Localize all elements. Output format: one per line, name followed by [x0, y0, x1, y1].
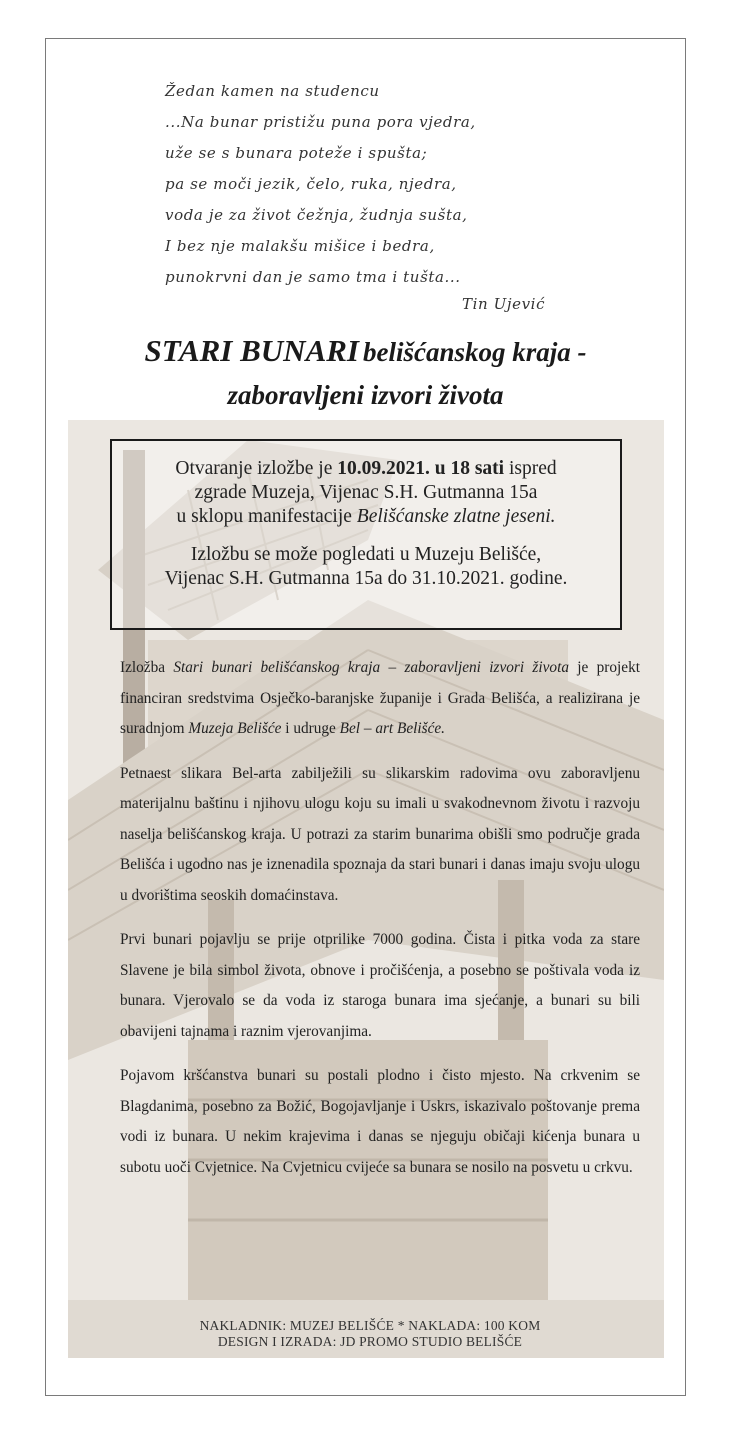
page-title	[45, 332, 686, 414]
poem-line: voda je za život čežnja, žudnja sušta,	[165, 206, 468, 224]
poem-author: Tin Ujević	[462, 295, 546, 313]
opening-info	[112, 457, 620, 529]
body-paragraph-4: Pojavom kršćanstva bunari su postali plodno i čisto mjesto. Na crkvenim se Blagdanima, posebno za Božić, Bogojavljanje i Uskrs, iskazivalo poštovanje prema vodi iz bunara. U nekim krajevima i danas se njeguju običaji kićenja bunara u subotu uoči Cvjetnice. Na Cvjetnicu cvijeće sa bunara se nosilo na posvetu u crkvu.	[120, 1067, 640, 1176]
title-main: STARI BUNARI	[144, 333, 359, 368]
poem	[165, 76, 546, 313]
viewing-line-1: Izložbu se može pogledati u Muzeju Belišće,	[190, 544, 542, 565]
viewing-line-2: Vijenac S.H. Gutmanna 15a do 31.10.2021. godine.	[164, 568, 568, 589]
design-line: DESIGN I IZRADA: JD PROMO STUDIO BELIŠĆE	[217, 1334, 523, 1349]
manifestation-text: u sklopu manifestacije	[176, 506, 357, 527]
text-span: Izložba	[120, 659, 174, 676]
text-span: i udruge	[281, 720, 340, 737]
viewing-info	[112, 543, 620, 591]
text-span: je projekt financiran sredstvima Osječko-baranjske županije i Grada Belišća, a realizirana je suradnjom	[120, 659, 640, 737]
museum-name: Muzeja Belišće	[188, 720, 282, 737]
opening-date: 10.09.2021. u 18 sati	[337, 458, 505, 479]
poem-line: I bez nje malakšu mišice i bedra,	[165, 237, 435, 255]
poem-line: punokrvni dan je samo tma i tušta...	[165, 268, 461, 286]
poem-line: uže se s bunara poteže i spušta;	[165, 144, 428, 162]
association-name: Bel – art Belišće.	[339, 720, 445, 737]
poem-line: Žedan kamen na studencu	[165, 82, 380, 100]
exhibition-info-box	[110, 439, 622, 630]
opening-address: zgrade Muzeja, Vijenac S.H. Gutmanna 15a	[194, 482, 538, 503]
body-paragraph-2: Petnaest slikara Bel-arta zabilježili su slikarskim radovima ovu zaboravljenu materijalnu baštinu i njihovu ulogu koju su imali u svakodnevnom životu i razvoju naselja belišćanskog kraja. U potrazi za starim bunarima obišli smo područje grada Belišća i ugodno nas je iznenadila spoznaja da stari bunari i danas imaju svoju ulogu u dvorištima seoskih domaćinstava.	[120, 764, 640, 904]
body-paragraph-1	[120, 653, 640, 745]
title-line2: zaboravljeni izvori života	[227, 380, 504, 410]
imprint	[120, 1318, 620, 1350]
poem-line: ...Na bunar pristižu puna pora vjedra,	[165, 113, 476, 131]
body-paragraph-3: Prvi bunari pojavlju se prije otprilike 7000 godina. Čista i pitka voda za stare Slavene je bila simbol života, obnove i pročišćenja, a posebno se poštivala voda iz bunara. Vjerovalo se da voda iz staroga bunara ima sjećanje, a bunari su bili obavijeni tajnama i raznim vjerovanjima.	[120, 931, 640, 1040]
opening-text-post: ispred	[504, 458, 557, 479]
manifestation-name: Belišćanske zlatne jeseni.	[356, 506, 556, 527]
publisher-line: NAKLADNIK: MUZEJ BELIŠĆE * NAKLADA: 100 KOM	[199, 1318, 541, 1333]
body-text	[120, 653, 640, 1197]
poem-line: pa se moči jezik, čelo, ruka, njedra,	[165, 175, 457, 193]
title-rest: belišćanskog kraja -	[363, 337, 587, 367]
opening-text: Otvaranje izložbe je	[175, 458, 338, 479]
exhibition-name: Stari bunari belišćanskog kraja – zaboravljeni izvori života	[173, 659, 569, 676]
